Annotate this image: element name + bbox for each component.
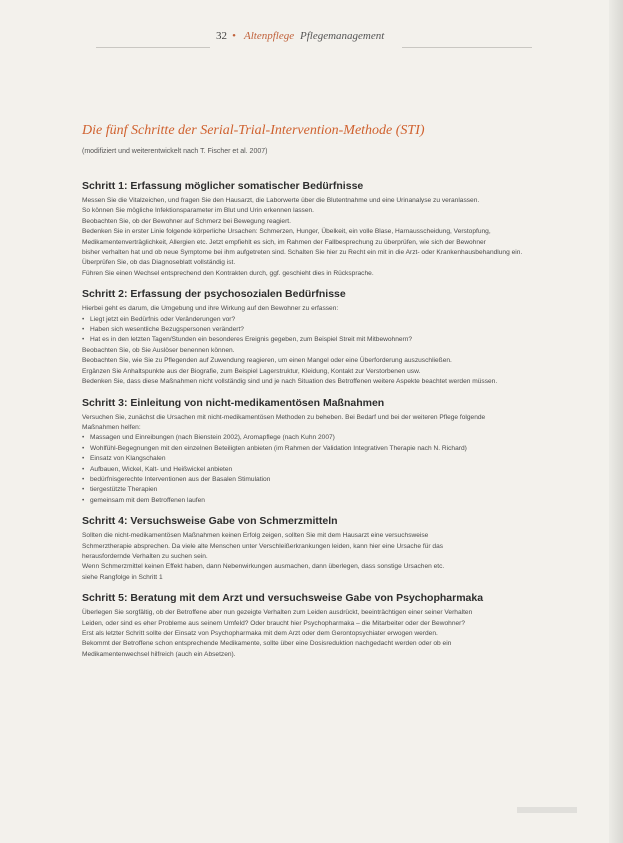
body-line: Beobachten Sie, ob der Bewohner auf Schmerz bei Bewegung reagiert.	[82, 217, 291, 225]
bullet-item: • Haben sich wesentliche Bezugspersonen verändert?	[82, 325, 590, 335]
running-head-separator: •	[232, 30, 236, 42]
footer-mark	[517, 807, 577, 813]
body-line: So können Sie mögliche Infektionsparameter im Blut und Urin erkennen lassen.	[82, 207, 315, 215]
body-line: herausfordernde Verhalten zu suchen sein.	[82, 552, 208, 560]
step-1	[82, 180, 590, 279]
body-line: Medikamentenverträglichkeit, Allergien etc. Jetzt empfiehlt es sich, im Rahmen der Fallbesprechung zu überprüfen, wie sich der Bewohner	[82, 238, 486, 246]
article-title: Die fünf Schritte der Serial-Trial-Intervention-Methode (STI)	[82, 123, 425, 138]
bullet-item: • tiergestützte Therapien	[82, 485, 590, 495]
bullet-item: • Hat es in den letzten Tagen/Stunden ein besonderes Ereignis gegeben, zum Beispiel Streit mit Mitbewohnern?	[82, 335, 590, 345]
step-4	[82, 515, 590, 583]
bullet-item: • Liegt jetzt ein Bedürfnis oder Veränderungen vor?	[82, 315, 590, 325]
body-line: bisher verhalten hat und ob neue Symptome bei ihm aufgetreten sind. Schalten Sie hier zu Recht ein mit in die Arzt- oder Krankenhausbehandlung ein.	[82, 249, 523, 257]
body-line: Schmerztherapie absprechen. Da viele alte Menschen unter Verschleißerkrankungen leiden, kann hier eine Ursache für das	[82, 542, 444, 550]
header-rule-right	[402, 47, 532, 48]
step-heading: Schritt 2: Erfassung der psychosozialen Bedürfnisse	[82, 288, 346, 301]
body-line: Überprüfen Sie, ob das Diagnoseblatt vollständig ist.	[82, 259, 236, 267]
page-edge-shadow	[609, 0, 623, 843]
body-line: Sollten die nicht-medikamentösen Maßnahmen keinen Erfolg zeigen, sollten Sie mit dem Hausarzt eine versuchsweise	[82, 532, 429, 540]
body-line: Beobachten Sie, ob Sie Auslöser benennen können.	[82, 346, 235, 354]
body-line: Führen Sie einen Wechsel entsprechend den Kontrakten durch, ggf. geschieht dies in Rücksprache.	[82, 269, 374, 277]
body-line: Versuchen Sie, zunächst die Ursachen mit nicht-medikamentösen Methoden zu beheben. Bei Bedarf und bei der weiteren Pflege folgende	[82, 413, 486, 421]
bullet-item: • bedürfnisgerechte Interventionen aus der Basalen Stimulation	[82, 475, 590, 485]
body-line: Bekommt der Betroffene schon entsprechende Medikamente, sollte über eine Dosisreduktion nachgedacht werden oder ob ein	[82, 640, 452, 648]
body-line: Medikamentenwechsel hilfreich (auch ein Absetzen).	[82, 650, 236, 658]
body-line: Wenn Schmerzmittel keinen Effekt haben, dann Nebenwirkungen ausmachen, dann überlegen, dass sonstige Ursachen etc.	[82, 563, 445, 571]
source-note: (modifiziert und weiterentwickelt nach T. Fischer et al. 2007)	[82, 148, 268, 155]
body-line: Erst als letzter Schritt sollte der Einsatz von Psychopharmaka mit dem Arzt oder dem Gerontopsychiater erwogen werden.	[82, 630, 438, 637]
bullet-item: • Aufbauen, Wickel, Kalt- und Heißwickel anbieten	[82, 465, 590, 475]
body-line: Überlegen Sie sorgfältig, ob der Betroffene aber nun gezeigte Verhalten zum Leiden ausdrückt, beeinträchtigen einer seiner Verhalten	[82, 609, 473, 617]
body-line: Beobachten Sie, wie Sie zu Pflegenden auf Zuwendung reagieren, um einen Mangel oder eine Überforderung auszuschließen.	[82, 357, 452, 365]
body-line: Leiden, oder sind es eher Probleme aus seinem Umfeld? Oder braucht hier Psychopharmaka – die Mitarbeiter oder der Bewohner?	[82, 619, 466, 627]
body-line: Bedenken Sie, dass diese Maßnahmen nicht vollständig sind und je nach Situation des Betroffenen weitere Aspekte beachtet werden müssen.	[82, 378, 498, 386]
bullet-item: • Wohlfühl-Begegnungen mit den einzelnen Beteiligten anbieten (im Rahmen der Validation Integrativen Therapie nach N. Richard)	[82, 444, 590, 454]
running-head-section: Altenpflege	[244, 30, 295, 42]
bullet-item: • Einsatz von Klangschalen	[82, 454, 590, 464]
header-rule-left	[96, 47, 210, 48]
body-line: Hierbei geht es darum, die Umgebung und ihre Wirkung auf den Bewohner zu erfassen:	[82, 305, 339, 313]
body-line: Messen Sie die Vitalzeichen, und fragen Sie den Hausarzt, die Laborwerte über die Blutentnahme und eine Urinanalyse zu veranlassen.	[82, 197, 480, 204]
page-number: 32	[216, 30, 227, 42]
step-heading: Schritt 1: Erfassung möglicher somatischer Bedürfnisse	[82, 180, 364, 192]
body-line: Maßnahmen helfen:	[82, 423, 141, 431]
steps-section	[82, 180, 590, 669]
step-2	[82, 288, 590, 387]
body-line: siehe Rangfolge in Schritt 1	[82, 573, 163, 581]
step-3	[82, 397, 590, 507]
step-heading: Schritt 4: Versuchsweise Gabe von Schmerzmitteln	[82, 515, 338, 528]
body-line: Ergänzen Sie Anhaltspunkte aus der Biografie, zum Beispiel Lagerstruktur, Kleidung, Kontakt zur Verstorbenen usw.	[82, 367, 421, 375]
bullet-item: • gemeinsam mit dem Betroffenen laufen	[82, 496, 590, 506]
step-heading: Schritt 3: Einleitung von nicht-medikamentösen Maßnahmen	[82, 396, 385, 409]
bullet-item: • Massagen und Einreibungen (nach Bienstein 2002), Aromapflege (nach Kuhn 2007)	[82, 433, 590, 443]
running-head-title: Pflegemanagement	[300, 30, 385, 42]
step-5	[82, 592, 590, 660]
step-heading: Schritt 5: Beratung mit dem Arzt und versuchsweise Gabe von Psychopharmaka	[82, 592, 484, 605]
body-line: Bedenken Sie in erster Linie folgende körperliche Ursachen: Schmerzen, Hunger, Übelkeit, ein volle Blase, Harnausscheidung, Verstopfung,	[82, 228, 491, 236]
